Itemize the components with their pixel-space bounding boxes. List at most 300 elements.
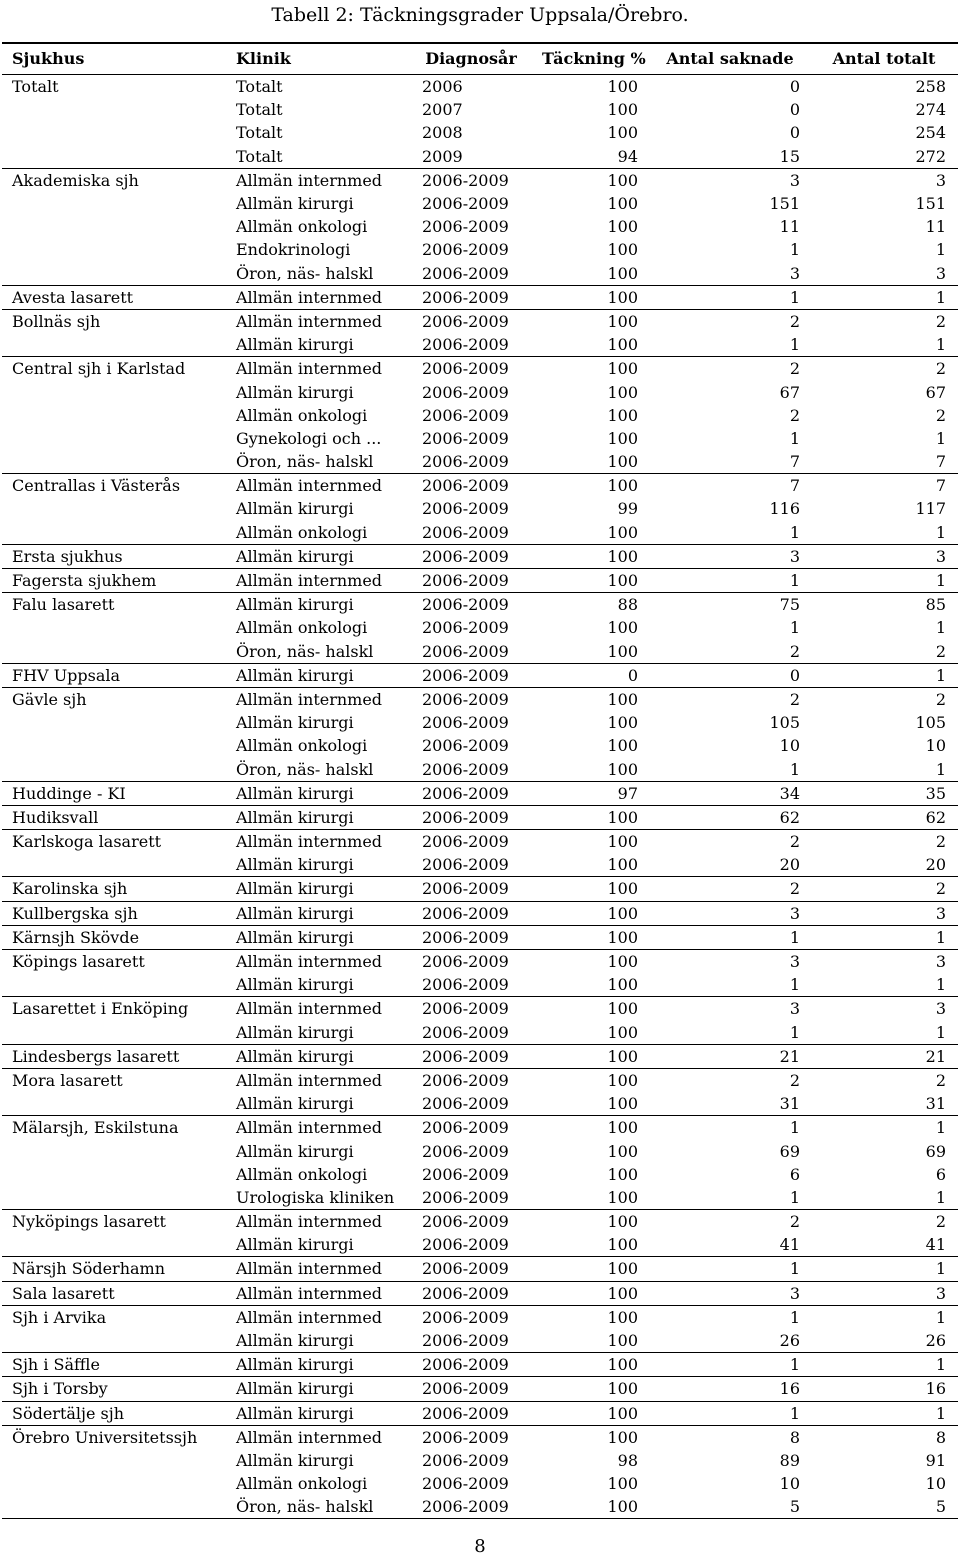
cell-diagnosis-year: 2007 [422, 100, 463, 120]
cell-diagnosis-year: 2006-2009 [422, 618, 509, 638]
cell-hospital: Ersta sjukhus [2, 544, 226, 568]
page-number: 8 [474, 1536, 486, 1557]
cell-missing-count: 1 [650, 1257, 812, 1281]
cell-missing-count: 67 [779, 382, 800, 402]
cell-diagnosis-year: 2006-2009 [412, 1210, 532, 1234]
table-row [2, 901, 958, 925]
cell-coverage-percent: 100 [607, 713, 638, 733]
table-row [2, 168, 958, 192]
table-row [2, 925, 958, 949]
cell-clinic: Allmän kirurgi [226, 1044, 412, 1068]
cell-coverage-percent: 100 [607, 335, 638, 355]
cell-total-count: 1 [812, 1257, 958, 1281]
cell-missing-count: 0 [789, 123, 800, 143]
cell-total-count: 1 [935, 240, 946, 260]
cell-coverage-percent: 100 [532, 1305, 650, 1329]
table-row [2, 1377, 958, 1401]
cell-total-count: 1 [812, 1353, 958, 1377]
table-row [2, 949, 958, 973]
table-row [2, 309, 958, 333]
table-row [2, 734, 958, 757]
cell-coverage-percent: 100 [607, 1022, 638, 1042]
cell-total-count: 272 [915, 146, 946, 166]
cell-coverage-percent: 100 [532, 544, 650, 568]
cell-diagnosis-year: 2006-2009 [422, 1164, 509, 1184]
cell-clinic: Allmän kirurgi [236, 194, 354, 214]
cell-clinic: Allmän kirurgi [226, 663, 412, 687]
header-hospital: Sjukhus [2, 43, 226, 75]
table-row [2, 215, 958, 238]
table-row [2, 262, 958, 286]
cell-coverage-percent: 100 [607, 263, 638, 283]
cell-coverage-percent: 100 [607, 1141, 638, 1161]
cell-missing-count: 10 [779, 736, 800, 756]
cell-clinic: Öron, näs- halskl [236, 759, 374, 779]
cell-diagnosis-year: 2006-2009 [422, 428, 509, 448]
cell-coverage-percent: 100 [532, 805, 650, 829]
cell-total-count: 7 [935, 452, 946, 472]
cell-coverage-percent: 100 [532, 1044, 650, 1068]
table-row [2, 1425, 958, 1449]
cell-clinic: Allmän onkologi [236, 1164, 368, 1184]
cell-coverage-percent: 100 [532, 877, 650, 901]
cell-total-count: 1 [935, 335, 946, 355]
cell-clinic: Allmän kirurgi [226, 1353, 412, 1377]
cell-hospital [2, 404, 226, 427]
cell-diagnosis-year: 2006-2009 [412, 1401, 532, 1425]
cell-missing-count: 1 [789, 618, 800, 638]
cell-clinic: Totalt [236, 77, 283, 97]
table-row [2, 1472, 958, 1495]
cell-missing-count: 3 [789, 263, 800, 283]
cell-diagnosis-year: 2006-2009 [422, 1187, 509, 1207]
cell-hospital [2, 973, 226, 997]
cell-clinic: Allmän kirurgi [226, 593, 412, 617]
cell-total-count: 1 [935, 759, 946, 779]
cell-total-count: 1 [812, 1401, 958, 1425]
cell-total-count: 1 [812, 663, 958, 687]
table-row [2, 568, 958, 592]
cell-missing-count: 1 [650, 1116, 812, 1140]
cell-clinic: Allmän internmed [226, 357, 412, 381]
coverage-table [2, 42, 958, 1519]
cell-total-count: 1 [812, 925, 958, 949]
cell-missing-count: 0 [789, 77, 800, 97]
cell-missing-count: 0 [650, 663, 812, 687]
cell-hospital [2, 1163, 226, 1186]
cell-coverage-percent: 100 [607, 452, 638, 472]
cell-hospital [2, 734, 226, 757]
cell-coverage-percent: 94 [617, 146, 638, 166]
cell-diagnosis-year: 2006-2009 [412, 544, 532, 568]
cell-missing-count: 21 [650, 1044, 812, 1068]
cell-total-count: 11 [925, 217, 946, 237]
cell-hospital: Kullbergska sjh [2, 901, 226, 925]
cell-diagnosis-year: 2006-2009 [412, 901, 532, 925]
table-row [2, 121, 958, 144]
cell-hospital [2, 333, 226, 357]
table-row [2, 285, 958, 309]
cell-coverage-percent: 100 [607, 1474, 638, 1494]
cell-missing-count: 1 [650, 285, 812, 309]
cell-total-count: 151 [915, 194, 946, 214]
table-row [2, 757, 958, 781]
cell-hospital [2, 1449, 226, 1472]
cell-diagnosis-year: 2006-2009 [412, 687, 532, 711]
cell-clinic: Allmän internmed [226, 1210, 412, 1234]
table-row [2, 98, 958, 121]
table-row [2, 427, 958, 450]
cell-total-count: 8 [812, 1425, 958, 1449]
cell-missing-count: 1 [789, 428, 800, 448]
cell-clinic: Allmän internmed [226, 474, 412, 498]
cell-hospital [2, 711, 226, 734]
cell-missing-count: 2 [650, 830, 812, 854]
cell-hospital [2, 145, 226, 169]
cell-missing-count: 2 [650, 877, 812, 901]
cell-missing-count: 7 [650, 474, 812, 498]
cell-total-count: 3 [812, 1281, 958, 1305]
cell-coverage-percent: 100 [607, 736, 638, 756]
cell-total-count: 1 [812, 1116, 958, 1140]
cell-missing-count: 5 [650, 1495, 812, 1519]
cell-clinic: Allmän kirurgi [236, 1094, 354, 1114]
table-row [2, 640, 958, 664]
cell-hospital [2, 757, 226, 781]
table-row [2, 1116, 958, 1140]
cell-clinic: Allmän internmed [226, 687, 412, 711]
cell-missing-count: 1 [789, 522, 800, 542]
cell-diagnosis-year: 2006-2009 [412, 357, 532, 381]
cell-coverage-percent: 100 [532, 1401, 650, 1425]
cell-total-count: 2 [812, 877, 958, 901]
cell-diagnosis-year: 2006-2009 [422, 194, 509, 214]
cell-hospital [2, 98, 226, 121]
cell-missing-count: 16 [650, 1377, 812, 1401]
cell-hospital [2, 450, 226, 474]
header-clinic: Klinik [226, 43, 412, 75]
cell-diagnosis-year: 2006-2009 [422, 335, 509, 355]
cell-missing-count: 1 [650, 1353, 812, 1377]
cell-clinic: Allmän internmed [226, 1068, 412, 1092]
cell-clinic: Allmän onkologi [236, 522, 368, 542]
table-row [2, 1021, 958, 1045]
cell-total-count: 2 [812, 1068, 958, 1092]
cell-diagnosis-year: 2006-2009 [412, 663, 532, 687]
cell-clinic: Allmän kirurgi [236, 499, 354, 519]
cell-total-count: 67 [925, 382, 946, 402]
cell-clinic: Allmän onkologi [236, 618, 368, 638]
cell-clinic: Totalt [236, 146, 283, 166]
cell-hospital: Centrallas i Västerås [2, 474, 226, 498]
table-row [2, 1257, 958, 1281]
cell-hospital: Karlskoga lasarett [2, 830, 226, 854]
cell-diagnosis-year: 2006-2009 [422, 522, 509, 542]
cell-missing-count: 3 [650, 997, 812, 1021]
cell-total-count: 2 [812, 309, 958, 333]
cell-diagnosis-year: 2006-2009 [422, 713, 509, 733]
table-row [2, 544, 958, 568]
cell-total-count: 1 [935, 1187, 946, 1207]
table-row [2, 1305, 958, 1329]
cell-diagnosis-year: 2006-2009 [422, 217, 509, 237]
cell-hospital [2, 1329, 226, 1353]
cell-missing-count: 20 [779, 855, 800, 875]
cell-coverage-percent: 100 [607, 1235, 638, 1255]
table-row [2, 380, 958, 403]
cell-hospital [2, 1495, 226, 1519]
cell-clinic: Allmän onkologi [236, 1474, 368, 1494]
table-row [2, 404, 958, 427]
cell-coverage-percent: 100 [532, 949, 650, 973]
cell-clinic: Allmän kirurgi [236, 1022, 354, 1042]
cell-coverage-percent: 100 [607, 855, 638, 875]
cell-total-count: 1 [812, 1305, 958, 1329]
cell-diagnosis-year: 2006-2009 [422, 1235, 509, 1255]
cell-clinic: Allmän kirurgi [236, 335, 354, 355]
table-row [2, 521, 958, 545]
cell-hospital: FHV Uppsala [2, 663, 226, 687]
cell-diagnosis-year: 2006-2009 [412, 1281, 532, 1305]
cell-total-count: 3 [812, 544, 958, 568]
table-row [2, 1233, 958, 1257]
cell-hospital [2, 427, 226, 450]
cell-clinic: Allmän internmed [226, 309, 412, 333]
cell-total-count: 3 [812, 901, 958, 925]
cell-diagnosis-year: 2006-2009 [412, 593, 532, 617]
cell-diagnosis-year: 2006-2009 [412, 1257, 532, 1281]
cell-missing-count: 34 [650, 781, 812, 805]
table-row [2, 853, 958, 877]
cell-clinic: Allmän internmed [226, 1116, 412, 1140]
cell-total-count: 254 [915, 123, 946, 143]
cell-diagnosis-year: 2006-2009 [412, 1068, 532, 1092]
cell-missing-count: 62 [650, 805, 812, 829]
cell-diagnosis-year: 2006-2009 [422, 1022, 509, 1042]
cell-diagnosis-year: 2006-2009 [412, 474, 532, 498]
cell-clinic: Öron, näs- halskl [236, 641, 374, 661]
cell-coverage-percent: 100 [607, 217, 638, 237]
cell-coverage-percent: 100 [532, 1116, 650, 1140]
cell-hospital: Sjh i Säffle [2, 1353, 226, 1377]
cell-coverage-percent: 100 [532, 997, 650, 1021]
table-body [2, 75, 958, 1519]
table-row [2, 474, 958, 498]
cell-missing-count: 2 [789, 405, 800, 425]
cell-total-count: 117 [915, 499, 946, 519]
cell-diagnosis-year: 2006-2009 [412, 168, 532, 192]
table-row [2, 145, 958, 169]
cell-total-count: 20 [925, 855, 946, 875]
cell-clinic: Allmän internmed [226, 568, 412, 592]
cell-total-count: 258 [915, 77, 946, 97]
cell-diagnosis-year: 2006-2009 [412, 925, 532, 949]
cell-total-count: 1 [812, 285, 958, 309]
cell-clinic: Gynekologi och ... [236, 428, 382, 448]
cell-coverage-percent: 100 [607, 77, 638, 97]
cell-coverage-percent: 100 [532, 1353, 650, 1377]
cell-missing-count: 7 [789, 452, 800, 472]
cell-missing-count: 2 [789, 641, 800, 661]
cell-clinic: Allmän kirurgi [226, 901, 412, 925]
cell-clinic: Allmän internmed [226, 1425, 412, 1449]
cell-hospital: Örebro Universitetssjh [2, 1425, 226, 1449]
cell-total-count: 105 [915, 713, 946, 733]
cell-total-count: 85 [812, 593, 958, 617]
cell-diagnosis-year: 2006-2009 [412, 805, 532, 829]
cell-missing-count: 1 [789, 759, 800, 779]
cell-total-count: 1 [935, 522, 946, 542]
cell-diagnosis-year: 2008 [422, 123, 463, 143]
cell-clinic: Allmän internmed [226, 949, 412, 973]
cell-coverage-percent: 100 [607, 1187, 638, 1207]
cell-hospital: Sala lasarett [2, 1281, 226, 1305]
cell-coverage-percent: 97 [532, 781, 650, 805]
cell-coverage-percent: 100 [607, 618, 638, 638]
cell-coverage-percent: 100 [607, 1331, 638, 1351]
table-row [2, 450, 958, 474]
table-row [2, 1186, 958, 1210]
cell-clinic: Allmän kirurgi [236, 713, 354, 733]
cell-clinic: Öron, näs- halskl [236, 452, 374, 472]
cell-clinic: Allmän onkologi [236, 217, 368, 237]
cell-total-count: 1 [935, 1022, 946, 1042]
cell-coverage-percent: 98 [617, 1450, 638, 1470]
cell-missing-count: 6 [789, 1164, 800, 1184]
table-row [2, 997, 958, 1021]
cell-missing-count: 1 [789, 1022, 800, 1042]
cell-diagnosis-year: 2006-2009 [422, 736, 509, 756]
cell-missing-count: 89 [779, 1450, 800, 1470]
cell-missing-count: 2 [650, 357, 812, 381]
cell-total-count: 3 [812, 949, 958, 973]
cell-diagnosis-year: 2006-2009 [422, 499, 509, 519]
cell-diagnosis-year: 2006-2009 [412, 1495, 532, 1519]
table-row [2, 1495, 958, 1519]
table-row [2, 1353, 958, 1377]
cell-total-count: 2 [812, 1210, 958, 1234]
cell-clinic: Allmän kirurgi [236, 382, 354, 402]
table-row [2, 1092, 958, 1116]
cell-clinic: Allmän kirurgi [226, 1401, 412, 1425]
cell-diagnosis-year: 2006-2009 [422, 452, 509, 472]
cell-total-count: 10 [925, 1474, 946, 1494]
cell-diagnosis-year: 2006-2009 [412, 1116, 532, 1140]
cell-clinic: Allmän kirurgi [226, 781, 412, 805]
cell-diagnosis-year: 2006-2009 [412, 285, 532, 309]
cell-diagnosis-year: 2006-2009 [422, 1094, 509, 1114]
cell-coverage-percent: 100 [607, 522, 638, 542]
cell-hospital: Närsjh Söderhamn [2, 1257, 226, 1281]
cell-total-count: 2 [812, 357, 958, 381]
cell-clinic: Allmän internmed [226, 1257, 412, 1281]
cell-total-count: 62 [812, 805, 958, 829]
cell-total-count: 21 [812, 1044, 958, 1068]
cell-hospital: Avesta lasarett [2, 285, 226, 309]
cell-hospital: Mora lasarett [2, 1068, 226, 1092]
cell-hospital [2, 1092, 226, 1116]
cell-clinic: Allmän kirurgi [236, 1141, 354, 1161]
cell-clinic: Allmän kirurgi [226, 544, 412, 568]
cell-missing-count: 2 [650, 1210, 812, 1234]
cell-missing-count: 1 [650, 568, 812, 592]
cell-missing-count: 41 [779, 1235, 800, 1255]
cell-clinic: Allmän kirurgi [236, 1331, 354, 1351]
cell-total-count: 1 [935, 428, 946, 448]
cell-total-count: 2 [812, 830, 958, 854]
cell-coverage-percent: 100 [532, 901, 650, 925]
cell-diagnosis-year: 2006-2009 [422, 855, 509, 875]
table-row [2, 1329, 958, 1353]
cell-coverage-percent: 100 [607, 123, 638, 143]
cell-hospital [2, 853, 226, 877]
cell-coverage-percent: 100 [607, 428, 638, 448]
cell-clinic: Allmän internmed [226, 285, 412, 309]
cell-coverage-percent: 100 [532, 1210, 650, 1234]
cell-diagnosis-year: 2006-2009 [422, 405, 509, 425]
cell-clinic: Allmän internmed [226, 997, 412, 1021]
table-row [2, 973, 958, 997]
cell-missing-count: 105 [769, 713, 800, 733]
cell-diagnosis-year: 2006-2009 [412, 949, 532, 973]
cell-coverage-percent: 100 [532, 1495, 650, 1519]
cell-missing-count: 3 [650, 949, 812, 973]
cell-missing-count: 3 [650, 1281, 812, 1305]
cell-clinic: Allmän kirurgi [236, 1235, 354, 1255]
cell-coverage-percent: 0 [532, 663, 650, 687]
cell-diagnosis-year: 2006-2009 [422, 1474, 509, 1494]
cell-diagnosis-year: 2006-2009 [412, 1305, 532, 1329]
cell-total-count: 6 [935, 1164, 946, 1184]
cell-hospital: Köpings lasarett [2, 949, 226, 973]
cell-coverage-percent: 100 [607, 1164, 638, 1184]
cell-missing-count: 1 [789, 1187, 800, 1207]
cell-hospital: Lindesbergs lasarett [2, 1044, 226, 1068]
cell-missing-count: 1 [789, 240, 800, 260]
cell-total-count: 91 [925, 1450, 946, 1470]
cell-missing-count: 8 [650, 1425, 812, 1449]
cell-total-count: 3 [812, 168, 958, 192]
header-coverage-percent: Täckning % [532, 43, 650, 75]
cell-coverage-percent: 100 [607, 1094, 638, 1114]
cell-missing-count: 11 [779, 217, 800, 237]
cell-clinic: Endokrinologi [236, 240, 351, 260]
cell-diagnosis-year: 2006-2009 [412, 1044, 532, 1068]
cell-diagnosis-year: 2006-2009 [412, 1425, 532, 1449]
cell-hospital: Mälarsjh, Eskilstuna [2, 1116, 226, 1140]
cell-total-count: 3 [812, 997, 958, 1021]
cell-clinic: Allmän internmed [226, 1281, 412, 1305]
cell-hospital [2, 616, 226, 639]
table-row [2, 1044, 958, 1068]
table-row [2, 333, 958, 357]
table-row [2, 1068, 958, 1092]
cell-hospital: Gävle sjh [2, 687, 226, 711]
cell-hospital: Central sjh i Karlstad [2, 357, 226, 381]
table-row [2, 1139, 958, 1162]
table-row [2, 830, 958, 854]
cell-hospital [2, 121, 226, 144]
cell-hospital [2, 215, 226, 238]
header-total-count: Antal totalt [812, 43, 958, 75]
cell-hospital [2, 521, 226, 545]
cell-hospital: Nyköpings lasarett [2, 1210, 226, 1234]
cell-total-count: 1 [935, 975, 946, 995]
cell-hospital: Sjh i Torsby [2, 1377, 226, 1401]
cell-clinic: Allmän kirurgi [226, 1377, 412, 1401]
cell-total-count: 26 [925, 1331, 946, 1351]
cell-coverage-percent: 100 [607, 100, 638, 120]
